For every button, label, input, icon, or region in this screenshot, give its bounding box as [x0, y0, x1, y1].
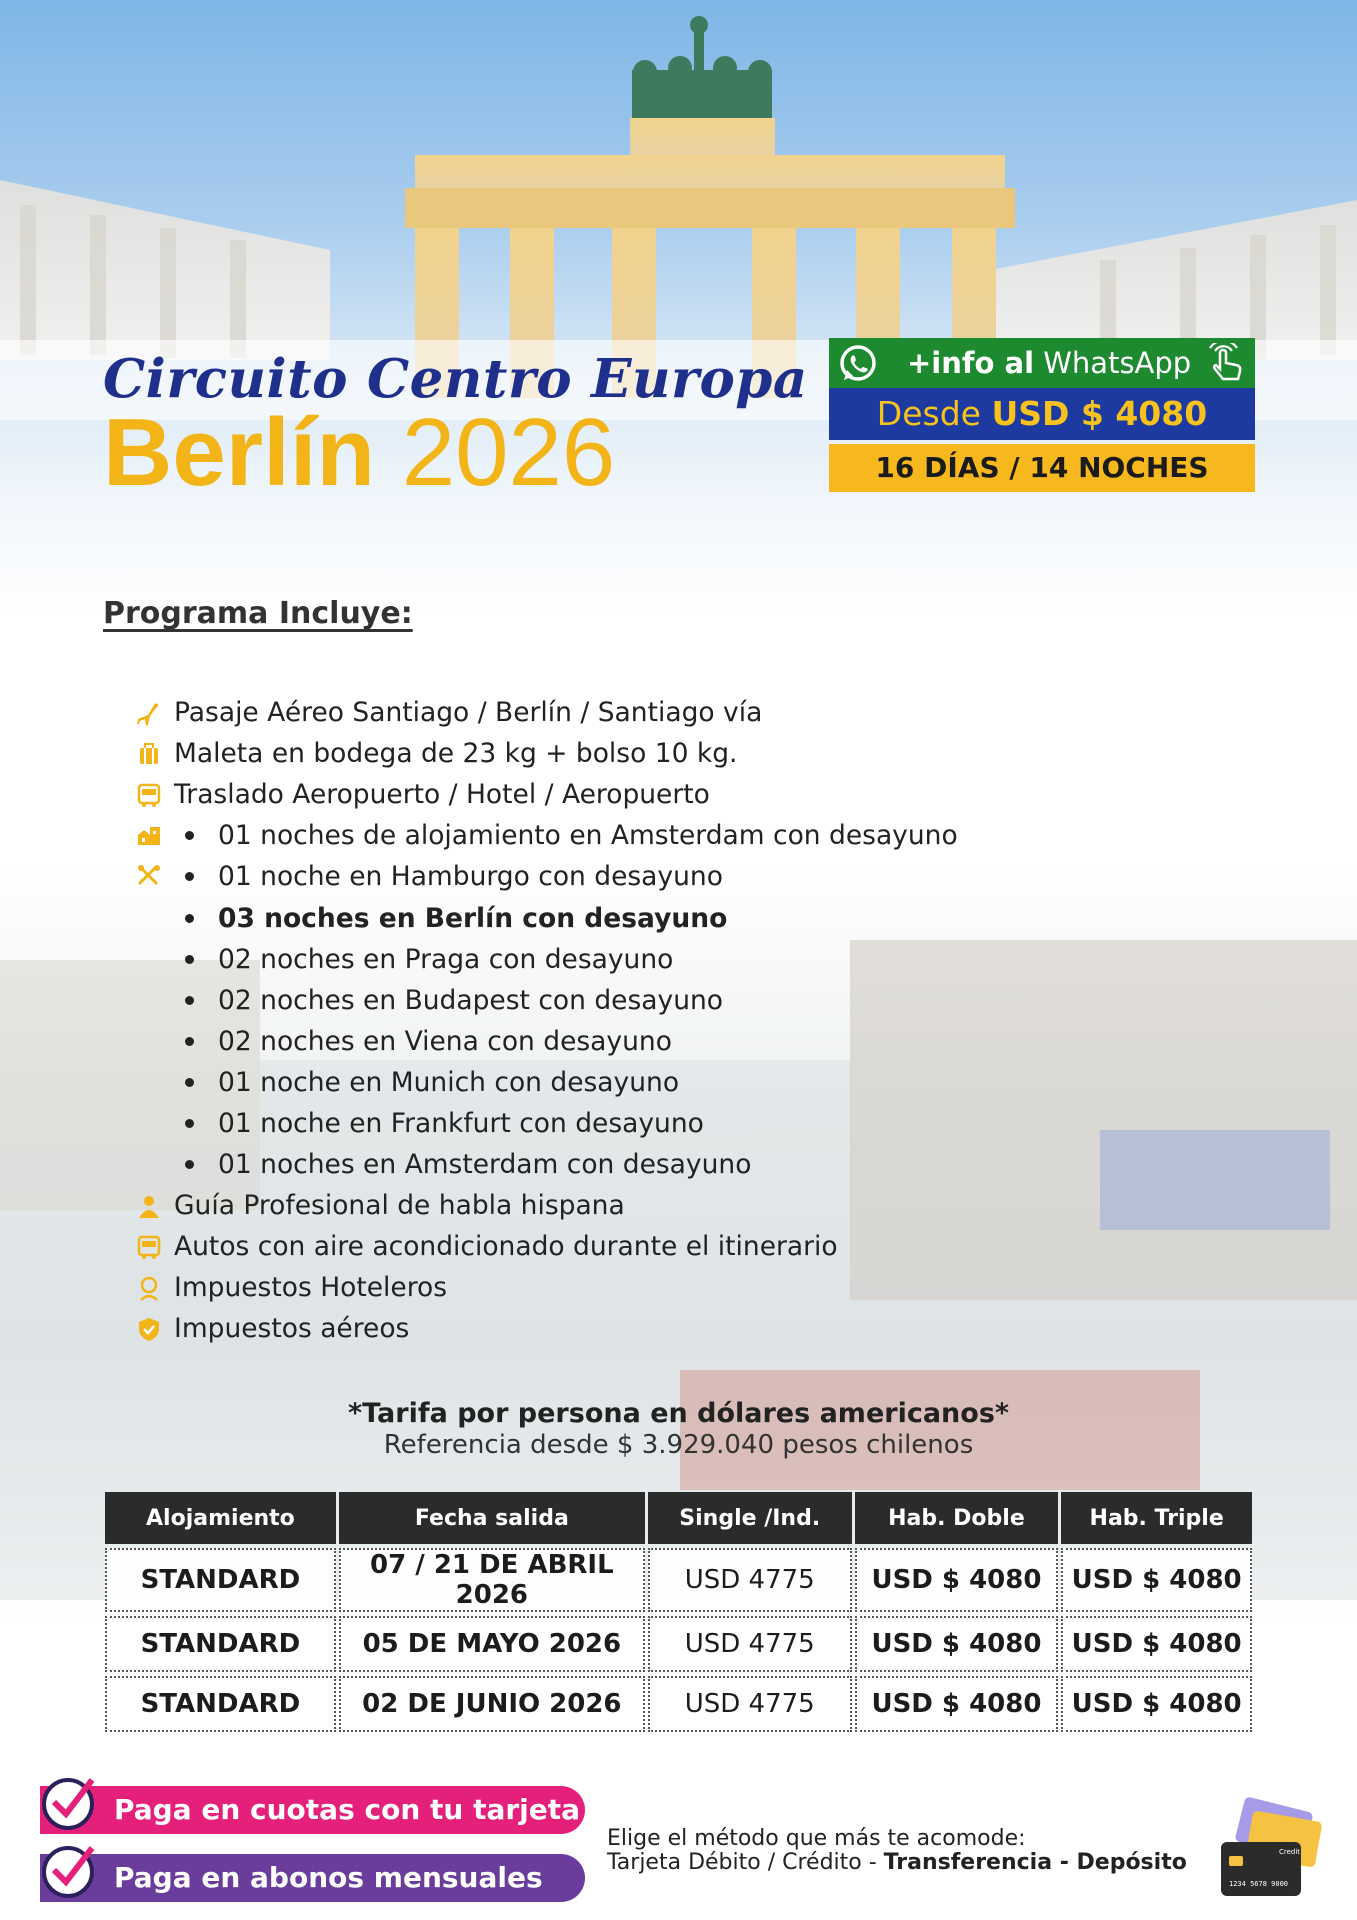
- list-item: [135, 1185, 958, 1226]
- stay-text: 02 noches en Viena con desayuno: [218, 1025, 672, 1057]
- bullet: [185, 831, 194, 840]
- table-header-row: [105, 1492, 1252, 1544]
- tap-hand-icon: [1205, 343, 1251, 383]
- program-list: [135, 692, 958, 1350]
- installments-banner: [40, 1786, 585, 1834]
- program-heading: Programa Incluye:: [103, 596, 413, 631]
- list-item: [135, 1267, 958, 1308]
- price-prefix: Desde: [876, 394, 981, 433]
- hotel-icon: [135, 821, 163, 849]
- cell-double: USD $ 4080: [855, 1548, 1059, 1612]
- list-item: [135, 1226, 958, 1267]
- stay-item: [135, 1062, 958, 1103]
- whatsapp-icon: [837, 342, 879, 384]
- stay-text: 01 noches de alojamiento en Amsterdam con desayuno: [218, 820, 958, 852]
- stay-item: [135, 980, 958, 1021]
- stay-item: [135, 939, 958, 980]
- stay-text: 01 noche en Hamburgo con desayuno: [218, 861, 723, 893]
- card-methods: Tarjeta Débito / Crédito -: [607, 1850, 877, 1875]
- bullet: [185, 1160, 194, 1169]
- tour-title: [103, 399, 616, 506]
- col-double: Hab. Doble: [855, 1492, 1059, 1544]
- tour-name: Circuito Centro Europa: [103, 348, 808, 410]
- whatsapp-button[interactable]: [829, 338, 1255, 388]
- whatsapp-prefix: +info al: [907, 346, 1035, 380]
- cell-double: USD $ 4080: [855, 1616, 1059, 1672]
- price-badge: [829, 388, 1255, 440]
- shield-icon: [135, 1315, 163, 1343]
- cell-single: USD 4775: [648, 1548, 852, 1612]
- price-value: USD $ 4080: [991, 394, 1208, 433]
- list-item: [135, 692, 958, 733]
- cell-single: USD 4775: [648, 1616, 852, 1672]
- payment-method-intro: Elige el método que más te acomode:: [607, 1826, 1026, 1851]
- reference-note: Referencia desde $ 3.929.040 pesos chilenos: [383, 1430, 974, 1460]
- bus-icon: [135, 781, 163, 809]
- whatsapp-label: WhatsApp: [1043, 346, 1192, 380]
- stay-text: 03 noches en Berlín con desayuno: [218, 902, 728, 934]
- item-text: Impuestos Hoteleros: [174, 1272, 448, 1304]
- item-text: Autos con aire acondicionado durante el itinerario: [174, 1231, 838, 1263]
- stay-item: [135, 1021, 958, 1062]
- cell-date: 05 DE MAYO 2026: [339, 1616, 645, 1672]
- restaurant-icon: [135, 862, 163, 890]
- city-name: Berlín: [103, 399, 376, 506]
- guide-icon: [135, 1192, 163, 1220]
- cell-accommodation: STANDARD: [105, 1616, 336, 1672]
- item-text: Guía Profesional de habla hispana: [174, 1190, 625, 1222]
- bullet: [185, 872, 194, 881]
- stay-text: 02 noches en Praga con desayuno: [218, 943, 674, 975]
- luggage-icon: [135, 740, 163, 768]
- monthly-payments-banner: [40, 1854, 585, 1902]
- col-departure-date: Fecha salida: [339, 1492, 645, 1544]
- checkmark-icon: [40, 1772, 100, 1832]
- list-item: [135, 1308, 958, 1349]
- stay-text: 01 noche en Frankfurt con desayuno: [218, 1107, 704, 1139]
- item-text: Traslado Aeropuerto / Hotel / Aeropuerto: [174, 779, 710, 811]
- bullet: [185, 1078, 194, 1087]
- checkmark-icon: [40, 1840, 100, 1900]
- stay-item: [135, 897, 958, 938]
- payment-methods: [607, 1850, 1187, 1875]
- card-number: 1234 5678 9000: [1229, 1880, 1289, 1888]
- cell-double: USD $ 4080: [855, 1676, 1059, 1732]
- stay-item: [135, 1103, 958, 1144]
- list-item: [135, 733, 958, 774]
- bullet: [185, 996, 194, 1005]
- cell-triple: USD $ 4080: [1061, 1548, 1252, 1612]
- tour-year: 2026: [401, 399, 616, 506]
- table-row: [105, 1548, 1252, 1612]
- item-text: Pasaje Aéreo Santiago / Berlín / Santiago vía: [174, 697, 763, 729]
- table-row: [105, 1676, 1252, 1732]
- bullet: [185, 1037, 194, 1046]
- cell-date: 02 DE JUNIO 2026: [339, 1676, 645, 1732]
- col-accommodation: Alojamiento: [105, 1492, 336, 1544]
- cell-date: 07 / 21 DE ABRIL 2026: [339, 1548, 645, 1612]
- stay-item: [135, 856, 958, 897]
- bullet: [185, 914, 194, 923]
- tax-icon: [135, 1274, 163, 1302]
- item-text: Impuestos aéreos: [174, 1313, 410, 1345]
- car-icon: [135, 1233, 163, 1261]
- cell-single: USD 4775: [648, 1676, 852, 1732]
- card-label: Credit: [1279, 1848, 1301, 1856]
- plane-icon: [135, 699, 163, 727]
- stay-text: 02 noches en Budapest con desayuno: [218, 984, 724, 1016]
- cell-accommodation: STANDARD: [105, 1676, 336, 1732]
- list-item: [135, 774, 958, 815]
- col-triple: Hab. Triple: [1061, 1492, 1252, 1544]
- stay-text: 01 noches en Amsterdam con desayuno: [218, 1149, 752, 1181]
- price-table: [102, 1488, 1255, 1736]
- stay-item: [135, 1144, 958, 1185]
- credit-card-icon: [1215, 1796, 1325, 1906]
- installments-text: Paga en cuotas con tu tarjeta: [114, 1793, 581, 1826]
- rate-note: *Tarifa por persona en dólares americanos*: [347, 1398, 1010, 1429]
- bullet: [185, 1119, 194, 1128]
- stay-item: [135, 815, 958, 856]
- monthly-payments-text: Paga en abonos mensuales: [114, 1861, 543, 1894]
- cell-triple: USD $ 4080: [1061, 1616, 1252, 1672]
- item-text: Maleta en bodega de 23 kg + bolso 10 kg.: [174, 738, 738, 770]
- stay-text: 01 noche en Munich con desayuno: [218, 1066, 680, 1098]
- col-single: Single /Ind.: [648, 1492, 852, 1544]
- cell-accommodation: STANDARD: [105, 1548, 336, 1612]
- bullet: [185, 955, 194, 964]
- table-row: [105, 1616, 1252, 1672]
- transfer-methods: Transferencia - Depósito: [883, 1850, 1187, 1875]
- cell-triple: USD $ 4080: [1061, 1676, 1252, 1732]
- duration-badge: 16 DÍAS / 14 NOCHES: [829, 444, 1255, 492]
